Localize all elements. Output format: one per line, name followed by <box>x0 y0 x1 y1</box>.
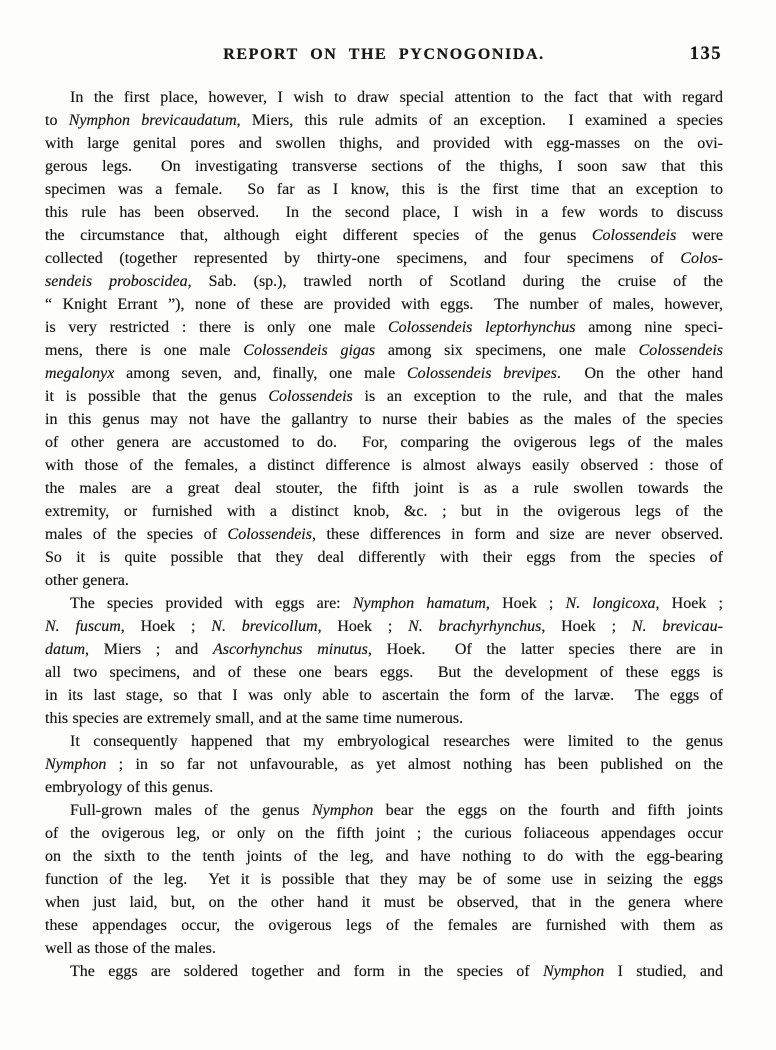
text-run: gerous legs. On investigating transverse sections of the thighs, I soon saw that this <box>45 158 723 175</box>
text-run: among nine speci- <box>575 319 723 336</box>
text-line <box>45 109 723 132</box>
text-line <box>45 638 723 661</box>
text-line <box>45 270 723 293</box>
text-run: , these differences in form and size are never observed. <box>311 526 723 543</box>
page-body <box>45 86 723 983</box>
species-name-italic: datum <box>45 641 85 658</box>
text-run: , Miers ; and <box>85 641 213 658</box>
text-line <box>45 178 723 201</box>
text-run: males of the species of <box>45 526 228 543</box>
text-run: So it is quite possible that they deal differently with their eggs from the species of <box>45 549 723 566</box>
text-run: , Miers, this rule admits of an exception. I examined a species <box>236 112 723 129</box>
species-name-italic: Nymphon hamatum <box>352 595 486 612</box>
page-number: 135 <box>689 44 722 64</box>
text-run: collected (together represented by thirty-one specimens, and four specimens of <box>45 250 681 267</box>
text-run: in its last stage, so that I was only able to ascertain the form of the larvæ. The eggs of <box>45 687 723 704</box>
text-line <box>45 845 723 868</box>
text-run: . On the other hand <box>556 365 723 382</box>
text-line <box>45 937 723 960</box>
text-run: well as those of the males. <box>45 940 216 957</box>
text-run: , Hoek ; <box>120 618 212 635</box>
text-line <box>45 201 723 224</box>
text-line <box>45 868 723 891</box>
text-run: the circumstance that, although eight different species of the genus <box>45 227 592 244</box>
text-line <box>45 316 723 339</box>
text-run: when just laid, but, on the other hand it must be observed, that in the genera where <box>45 894 723 911</box>
text-line <box>45 707 723 730</box>
text-run: is an exception to the rule, and that the males <box>352 388 723 405</box>
text-line <box>45 799 723 822</box>
text-run: extremity, or furnished with a distinct knob, &c. ; but in the ovigerous legs of the <box>45 503 723 520</box>
text-run: The eggs are soldered together and form in the species of <box>70 963 543 980</box>
text-run: with large genital pores and swollen thighs, and provided with egg-masses on the ovi- <box>45 135 723 152</box>
text-line <box>45 454 723 477</box>
text-run: the males are a great deal stouter, the fifth joint is as a rule swollen towards the <box>45 480 723 497</box>
paragraph <box>45 799 723 960</box>
text-line <box>45 914 723 937</box>
text-run: ; in so far not unfavourable, as yet almost nothing has been published on the <box>106 756 723 773</box>
species-name-italic: Colossendeis leptorhynchus <box>387 319 576 336</box>
species-name-italic: Colossendeis <box>227 526 312 543</box>
text-run: with those of the females, a distinct difference is almost always easily observed : those of <box>45 457 723 474</box>
text-line <box>45 431 723 454</box>
text-line <box>45 730 723 753</box>
text-run: this species are extremely small, and at the same time numerous. <box>45 710 464 727</box>
species-name-italic: N. brachyrhynchus <box>408 618 542 635</box>
text-run: “ Knight Errant ”), none of these are provided with eggs. The number of males, however, <box>45 296 723 313</box>
text-line <box>45 247 723 270</box>
text-run: , Hoek ; <box>317 618 409 635</box>
text-line <box>45 293 723 316</box>
text-run: embryology of this genus. <box>45 779 214 796</box>
text-run: among six specimens, one male <box>375 342 639 359</box>
text-line <box>45 546 723 569</box>
text-run: it is possible that the genus <box>45 388 269 405</box>
species-name-italic: N. longicoxa <box>565 595 656 612</box>
text-line <box>45 661 723 684</box>
text-line <box>45 408 723 431</box>
text-run: this rule has been observed. In the second place, I wish in a few words to discuss <box>45 204 723 221</box>
species-name-italic: sendeis proboscidea <box>45 273 188 290</box>
species-name-italic: Colos- <box>680 250 723 267</box>
text-line <box>45 155 723 178</box>
text-line <box>45 362 723 385</box>
text-run: , Sab. (sp.), trawled north of Scotland during the cruise of the <box>187 273 723 290</box>
species-name-italic: Nymphon brevicaudatum <box>68 112 237 129</box>
text-line <box>45 615 723 638</box>
text-line <box>45 523 723 546</box>
text-line <box>45 339 723 362</box>
species-name-italic: N. fuscum <box>45 618 121 635</box>
species-name-italic: Colossendeis <box>591 227 677 244</box>
paragraph <box>45 592 723 730</box>
text-run: mens, there is one male <box>45 342 244 359</box>
text-line <box>45 822 723 845</box>
text-run: I studied, and <box>604 963 723 980</box>
text-run: among seven, and, finally, one male <box>114 365 407 382</box>
text-line <box>45 224 723 247</box>
text-run: , Hoek ; <box>541 618 632 635</box>
text-run: these appendages occur, the ovigerous legs of the females are furnished with them as <box>45 917 723 934</box>
text-run: Full-grown males of the genus <box>70 802 312 819</box>
species-name-italic: megalonyx <box>45 365 115 382</box>
text-line <box>45 500 723 523</box>
text-run: all two specimens, and of these one bears eggs. But the development of these eggs is <box>45 664 723 681</box>
species-name-italic: Colossendeis brevipes <box>406 365 557 382</box>
text-line <box>45 132 723 155</box>
text-run: of the ovigerous leg, or only on the fifth joint ; the curious foliaceous appendages occur <box>45 825 723 842</box>
text-run: is very restricted : there is only one male <box>45 319 388 336</box>
text-line <box>45 960 723 983</box>
species-name-italic: N. brevicollum <box>211 618 318 635</box>
text-run: , Hoek. Of the latter species there are in <box>367 641 723 658</box>
text-run: to <box>45 112 69 129</box>
text-line <box>45 86 723 109</box>
text-line <box>45 569 723 592</box>
species-name-italic: Colossendeis <box>638 342 723 359</box>
text-run: were <box>676 227 723 244</box>
paragraph <box>45 960 723 983</box>
paragraph <box>45 730 723 799</box>
species-name-italic: Ascorhynchus minutus <box>212 641 368 658</box>
text-run: In the first place, however, I wish to draw special attention to the fact that with regard <box>70 89 723 106</box>
species-name-italic: N. brevicau- <box>631 618 723 635</box>
text-run: specimen was a female. So far as I know, this is the first time that an exception to <box>45 181 723 198</box>
text-line <box>45 753 723 776</box>
text-run: in this genus may not have the gallantry to nurse their babies as the males of the species <box>45 411 723 428</box>
text-run: , Hoek ; <box>655 595 723 612</box>
text-run: of other genera are accustomed to do. For, comparing the ovigerous legs of the males <box>45 434 723 451</box>
text-run: on the sixth to the tenth joints of the leg, and have nothing to do with the egg-bearing <box>45 848 723 865</box>
text-run: , Hoek ; <box>485 595 566 612</box>
species-name-italic: Nymphon <box>45 756 107 773</box>
text-line <box>45 385 723 408</box>
paragraph <box>45 86 723 592</box>
species-name-italic: Nymphon <box>542 963 605 980</box>
species-name-italic: Colossendeis <box>268 388 353 405</box>
text-run: The species provided with eggs are: <box>70 595 353 612</box>
text-run: bear the eggs on the fourth and fifth joints <box>373 802 723 819</box>
text-line <box>45 592 723 615</box>
text-line <box>45 891 723 914</box>
species-name-italic: Colossendeis gigas <box>243 342 376 359</box>
text-run: It consequently happened that my embryological researches were limited to the genus <box>70 733 723 750</box>
text-line <box>45 776 723 799</box>
text-line <box>45 477 723 500</box>
running-head <box>45 44 723 66</box>
text-run: function of the leg. Yet it is possible that they may be of some use in seizing the eggs <box>45 871 723 888</box>
text-run: other genera. <box>45 572 129 589</box>
species-name-italic: Nymphon <box>311 802 374 819</box>
report-title: REPORT ON THE PYCNOGONIDA. <box>223 46 545 63</box>
text-line <box>45 684 723 707</box>
